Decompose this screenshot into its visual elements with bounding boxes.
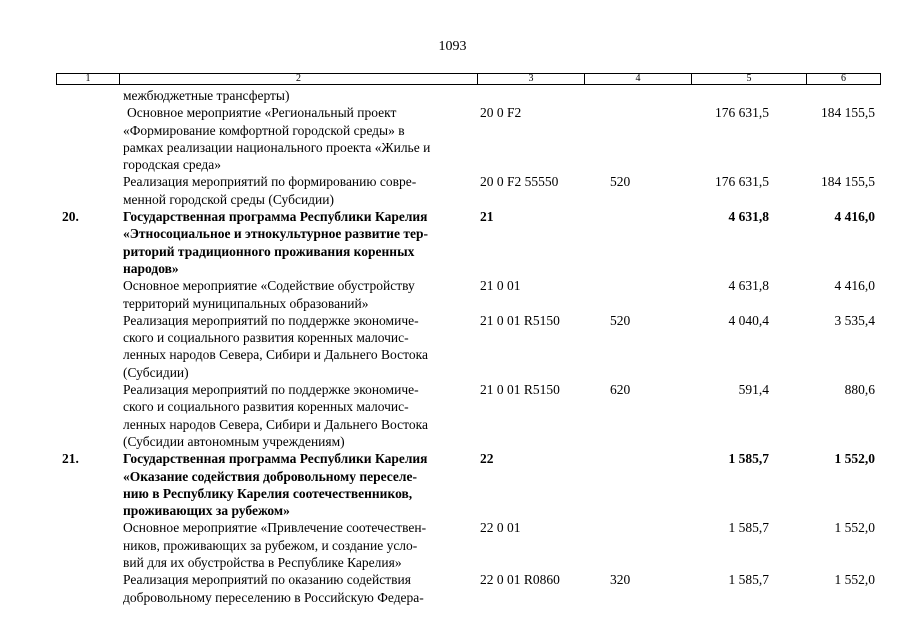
row-description	[123, 87, 473, 104]
table-row	[0, 104, 905, 173]
description-line: Основное мероприятие «Содействие обустройству	[123, 278, 415, 294]
amount-col6: 1 552,0	[834, 572, 875, 588]
program-row	[0, 208, 905, 277]
header-col-2: 2	[119, 74, 477, 84]
amount-col5: 1 585,7	[728, 572, 769, 588]
target-code: 21	[480, 209, 494, 225]
target-code: 20 0 F2 55550	[480, 174, 559, 190]
description-line: проживающих за рубежом»	[123, 503, 290, 519]
description-line: Реализация мероприятий по поддержке экономиче-	[123, 382, 419, 398]
table-row	[0, 87, 905, 104]
page-number: 1093	[438, 39, 467, 54]
description-line: Реализация мероприятий по формированию совре-	[123, 174, 417, 190]
row-description	[123, 312, 473, 381]
description-line: риторий традиционного проживания коренных	[123, 243, 415, 259]
description-line: (Субсидии автономным учреждениям)	[123, 433, 345, 449]
target-code: 22 0 01	[480, 520, 521, 536]
description-line: Основное мероприятие «Привлечение соотечествен-	[123, 520, 427, 536]
table-row	[0, 519, 905, 571]
description-line: «Формирование комфортной городской среды» в	[123, 122, 405, 138]
amount-col6: 4 416,0	[834, 278, 875, 294]
description-line: ленных народов Севера, Сибири и Дальнего Востока	[123, 347, 428, 363]
table-row	[0, 277, 905, 312]
amount-col5: 176 631,5	[715, 105, 769, 121]
amount-col6: 184 155,5	[821, 105, 875, 121]
row-description	[123, 208, 473, 277]
description-line: нию в Республику Карелия соотечественников,	[123, 485, 413, 501]
amount-col5: 4 631,8	[728, 278, 769, 294]
description-line: Государственная программа Республики Карелия	[123, 451, 428, 467]
amount-col6: 1 552,0	[834, 451, 875, 467]
description-line: рамках реализации национального проекта «Жилье и	[123, 139, 431, 155]
row-description	[123, 104, 473, 173]
description-line: народов»	[123, 260, 179, 276]
amount-col6: 1 552,0	[834, 520, 875, 536]
description-line: ского и социального развития коренных малочис-	[123, 399, 409, 415]
header-col-6: 6	[806, 74, 880, 84]
target-code: 21 0 01 R5150	[480, 312, 560, 328]
description-line: Государственная программа Республики Карелия	[123, 209, 428, 225]
header-col-3: 3	[477, 74, 584, 84]
row-number: 20.	[62, 209, 79, 225]
header-col-4: 4	[584, 74, 691, 84]
table-body	[0, 87, 905, 606]
description-line: «Этносоциальное и этнокультурное развитие тер-	[123, 226, 428, 242]
amount-col5: 4 631,8	[728, 209, 769, 225]
description-line: Реализация мероприятий по оказанию содействия	[123, 572, 411, 588]
target-code: 21 0 01 R5150	[480, 382, 560, 398]
description-line: (Субсидии)	[123, 364, 189, 380]
description-line: ников, проживающих за рубежом, и создание усло-	[123, 537, 418, 553]
expense-type: 320	[610, 572, 631, 588]
target-code: 20 0 F2	[480, 105, 522, 121]
description-line: ского и социального развития коренных малочис-	[123, 330, 409, 346]
description-line: ленных народов Севера, Сибири и Дальнего Востока	[123, 416, 428, 432]
amount-col5: 4 040,4	[728, 312, 769, 328]
description-line: Основное мероприятие «Региональный проект	[127, 105, 397, 121]
row-description	[123, 450, 473, 519]
header-col-1: 1	[85, 73, 91, 84]
target-code: 22 0 01 R0860	[480, 572, 560, 588]
description-line: городская среда»	[123, 157, 222, 173]
amount-col6: 880,6	[844, 382, 875, 398]
amount-col5: 1 585,7	[728, 451, 769, 467]
row-description	[123, 173, 473, 208]
description-line: территорий муниципальных образований»	[123, 295, 369, 311]
row-description	[123, 277, 473, 312]
amount-col6: 3 535,4	[834, 312, 875, 328]
amount-col6: 184 155,5	[821, 174, 875, 190]
row-description	[123, 381, 473, 450]
table-row	[0, 312, 905, 381]
table-header	[56, 73, 881, 85]
table-row	[0, 381, 905, 450]
row-description	[123, 571, 473, 606]
expense-type: 520	[610, 174, 631, 190]
expense-type: 620	[610, 382, 631, 398]
description-line: добровольному переселению в Российскую Федера-	[123, 589, 424, 605]
description-line: менной городской среды (Субсидии)	[123, 191, 334, 207]
header-col-5: 5	[691, 74, 806, 84]
row-number: 21.	[62, 451, 79, 467]
target-code: 22	[480, 451, 494, 467]
description-line: межбюджетные трансферты)	[123, 88, 290, 103]
row-description	[123, 519, 473, 571]
amount-col5: 1 585,7	[728, 520, 769, 536]
description-line: «Оказание содействия добровольному переселе-	[123, 468, 417, 484]
amount-col5: 591,4	[738, 382, 769, 398]
table-row	[0, 571, 905, 606]
table-row	[0, 173, 905, 208]
program-row	[0, 450, 905, 519]
amount-col5: 176 631,5	[715, 174, 769, 190]
expense-type: 520	[610, 312, 631, 328]
description-line: вий для их обустройства в Республике Карелия»	[123, 555, 402, 571]
amount-col6: 4 416,0	[834, 209, 875, 225]
target-code: 21 0 01	[480, 278, 521, 294]
description-line: Реализация мероприятий по поддержке экономиче-	[123, 312, 419, 328]
